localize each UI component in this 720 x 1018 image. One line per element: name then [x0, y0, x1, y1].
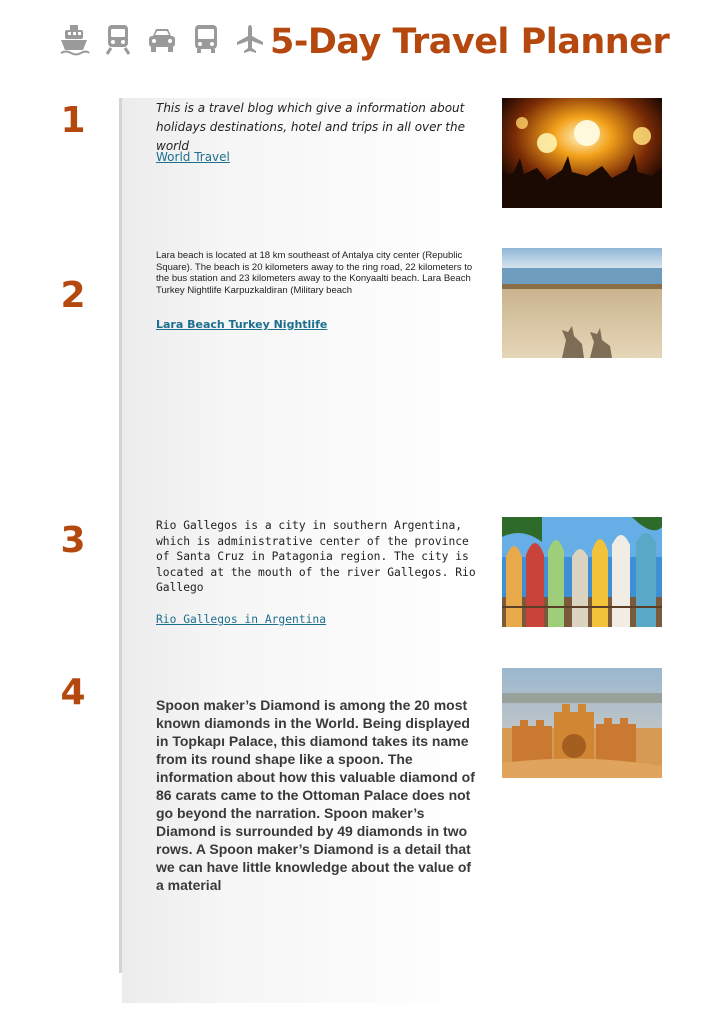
day-2-link[interactable]: Lara Beach Turkey Nightlife — [156, 318, 328, 331]
day-number-3: 3 — [60, 520, 86, 561]
day-3-link[interactable]: Rio Gallegos in Argentina — [156, 613, 327, 626]
day-number-4: 4 — [60, 672, 86, 713]
day-number-1: 1 — [60, 100, 86, 141]
day-1-link[interactable]: World Travel — [156, 150, 230, 164]
beach-photo — [502, 248, 662, 358]
transport-icons — [58, 22, 266, 56]
page-title: 5-Day Travel Planner — [270, 22, 670, 62]
day-3-description: Rio Gallegos is a city in southern Argentina, which is administrative center of the province of Santa Cruz in Patagonia region. The city is located at the mouth of the river Gallegos. Rio Gallego — [156, 519, 476, 594]
concert-crowd-photo — [502, 98, 662, 208]
day-number-2: 2 — [60, 275, 86, 316]
bus-icon — [190, 22, 222, 56]
day-1-description: This is a travel blog which give a information about holidays destinations, hotel and trips in all over the world — [156, 101, 465, 153]
surfboards-photo — [502, 517, 662, 627]
timeline-rail — [119, 98, 122, 973]
car-icon — [146, 22, 178, 56]
ship-icon — [58, 22, 90, 56]
day-2-description: Lara beach is located at 18 km southeast of Antalya city center (Republic Square). The beach is 20 kilometers away to the ring road, 22 kilometers to the bus station and 23 kilometers away to the Konyaalti beach. Lara Beach Turkey Nightlife Karpuzkaldiran (Military beach — [156, 250, 473, 296]
airplane-icon — [234, 22, 266, 56]
sandcastle-photo — [502, 668, 662, 778]
day-4-description: Spoon maker’s Diamond is among the 20 most known diamonds in the World. Being displayed in Topkapı Palace, this diamond takes its name from its round shape like a spoon. The information about how this valuable diamond of 86 carats came to the Ottoman Palace does not go beyond the narration. Spoon maker’s Diamond is surrounded by 49 diamonds in two rows. A Spoon maker’s Diamond is a detail that we can have little knowledge about the value of a material — [156, 697, 475, 893]
train-icon — [102, 22, 134, 56]
